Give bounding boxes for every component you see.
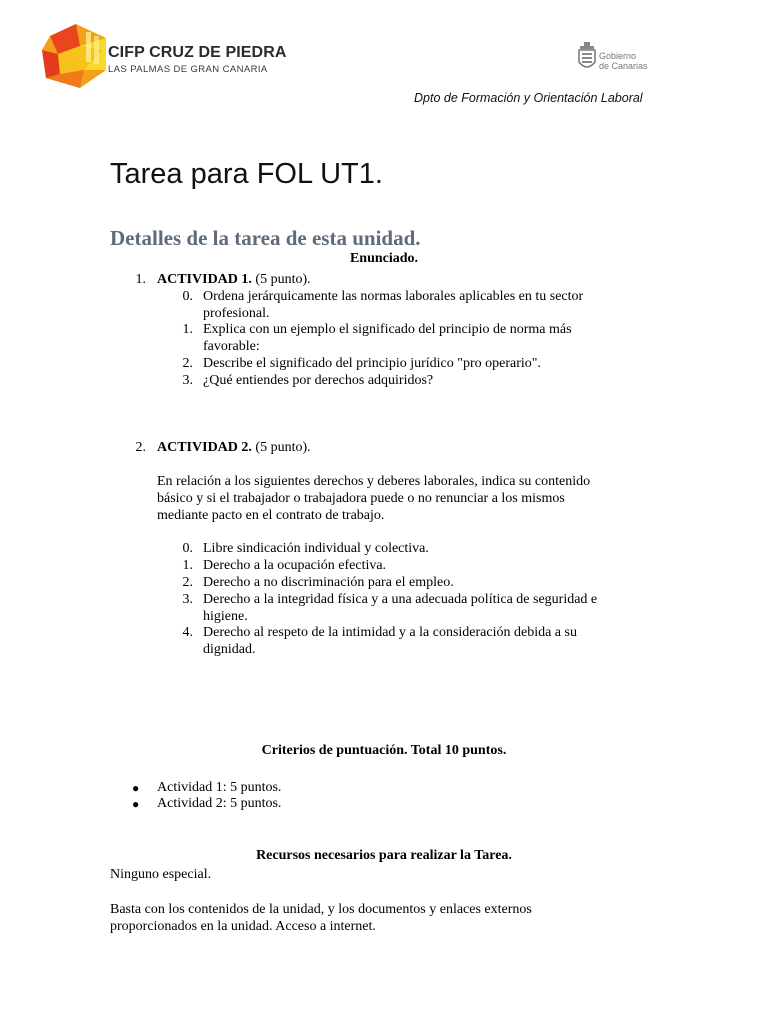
section-subtitle: Detalles de la tarea de esta unidad. [110, 226, 421, 250]
a2-item-num: 0. [182, 541, 193, 556]
a2-item-3-line: Derecho a la integridad física y a una adecuada política de seguridad e [203, 592, 598, 607]
activity1-title: ACTIVIDAD 1. [157, 272, 252, 287]
resources-line1: Ninguno especial. [110, 867, 212, 882]
gobierno-canarias-label [599, 51, 648, 71]
a1-item-3: ¿Qué entiendes por derechos adquiridos? [203, 373, 434, 388]
a1-item-num: 0. [182, 289, 193, 304]
school-name: CIFP CRUZ DE PIEDRA [108, 44, 287, 61]
a1-item-num: 2. [182, 356, 193, 371]
intro-line: mediante pacto en el contrato de trabajo. [157, 508, 385, 523]
a2-item-3 [203, 591, 597, 625]
activity2-number: 2. [135, 440, 146, 455]
a2-item-1: Derecho a la ocupación efectiva. [203, 558, 387, 573]
gov-name-line1: Gobierno [599, 51, 637, 61]
resources-para-line: Basta con los contenidos de la unidad, y los documentos y enlaces externos [110, 902, 532, 917]
activity2-title: ACTIVIDAD 2. [157, 440, 252, 455]
statement-heading: Enunciado. [349, 251, 419, 266]
cifp-logo-icon [40, 24, 110, 92]
bullet-icon: ● [132, 781, 140, 795]
page-title: Tarea para FOL UT1. [110, 158, 383, 190]
school-location: LAS PALMAS DE GRAN CANARIA [108, 64, 268, 75]
a2-item-0: Libre sindicación individual y colectiva. [203, 541, 429, 556]
a1-item-0-line: profesional. [203, 306, 270, 321]
scoring-item-2: Actividad 2: 5 puntos. [157, 796, 282, 811]
activity1-points: (5 punto). [255, 272, 311, 287]
a2-item-4-line: dignidad. [203, 642, 256, 657]
a2-item-4 [203, 624, 577, 658]
gov-name-line2: de Canarias [599, 61, 648, 71]
activity1-heading [157, 271, 311, 288]
a2-item-num: 3. [182, 592, 193, 607]
activity2-heading [157, 439, 311, 456]
gobierno-canarias-crest-icon [577, 42, 597, 72]
resources-para-line: proporcionados en la unidad. Acceso a internet. [110, 919, 376, 934]
a1-item-0-line: Ordena jerárquicamente las normas laborales aplicables en tu sector [203, 289, 584, 304]
resources-heading: Recursos necesarios para realizar la Tarea. [256, 848, 512, 863]
activity1-number: 1. [135, 272, 146, 287]
a1-item-1 [203, 321, 572, 355]
a2-item-num: 1. [182, 558, 193, 573]
bullet-icon: ● [132, 797, 140, 811]
a1-item-num: 1. [182, 322, 193, 337]
a2-item-2: Derecho a no discriminación para el empleo. [203, 575, 454, 590]
a1-item-1-line: favorable: [203, 339, 260, 354]
scoring-heading: Criterios de puntuación. Total 10 puntos. [261, 743, 507, 758]
a2-item-num: 2. [182, 575, 193, 590]
scoring-item-1: Actividad 1: 5 puntos. [157, 780, 282, 795]
a2-item-num: 4. [182, 625, 193, 640]
intro-line: básico y si el trabajador o trabajadora puede o no renunciar a los mismos [157, 491, 565, 506]
a2-item-3-line: higiene. [203, 609, 248, 624]
department-label: Dpto de Formación y Orientación Laboral [414, 91, 643, 105]
a2-item-4-line: Derecho al respeto de la intimidad y a la consideración debida a su [203, 625, 577, 640]
a1-item-num: 3. [182, 373, 193, 388]
a1-item-1-line: Explica con un ejemplo el significado del principio de norma más [203, 322, 572, 337]
activity2-intro [157, 473, 590, 524]
a1-item-0 [203, 288, 583, 322]
a1-item-2: Describe el significado del principio jurídico "pro operario". [203, 356, 541, 371]
intro-line: En relación a los siguientes derechos y deberes laborales, indica su contenido [157, 474, 591, 489]
resources-paragraph [110, 901, 532, 935]
activity2-points: (5 punto). [255, 440, 311, 455]
